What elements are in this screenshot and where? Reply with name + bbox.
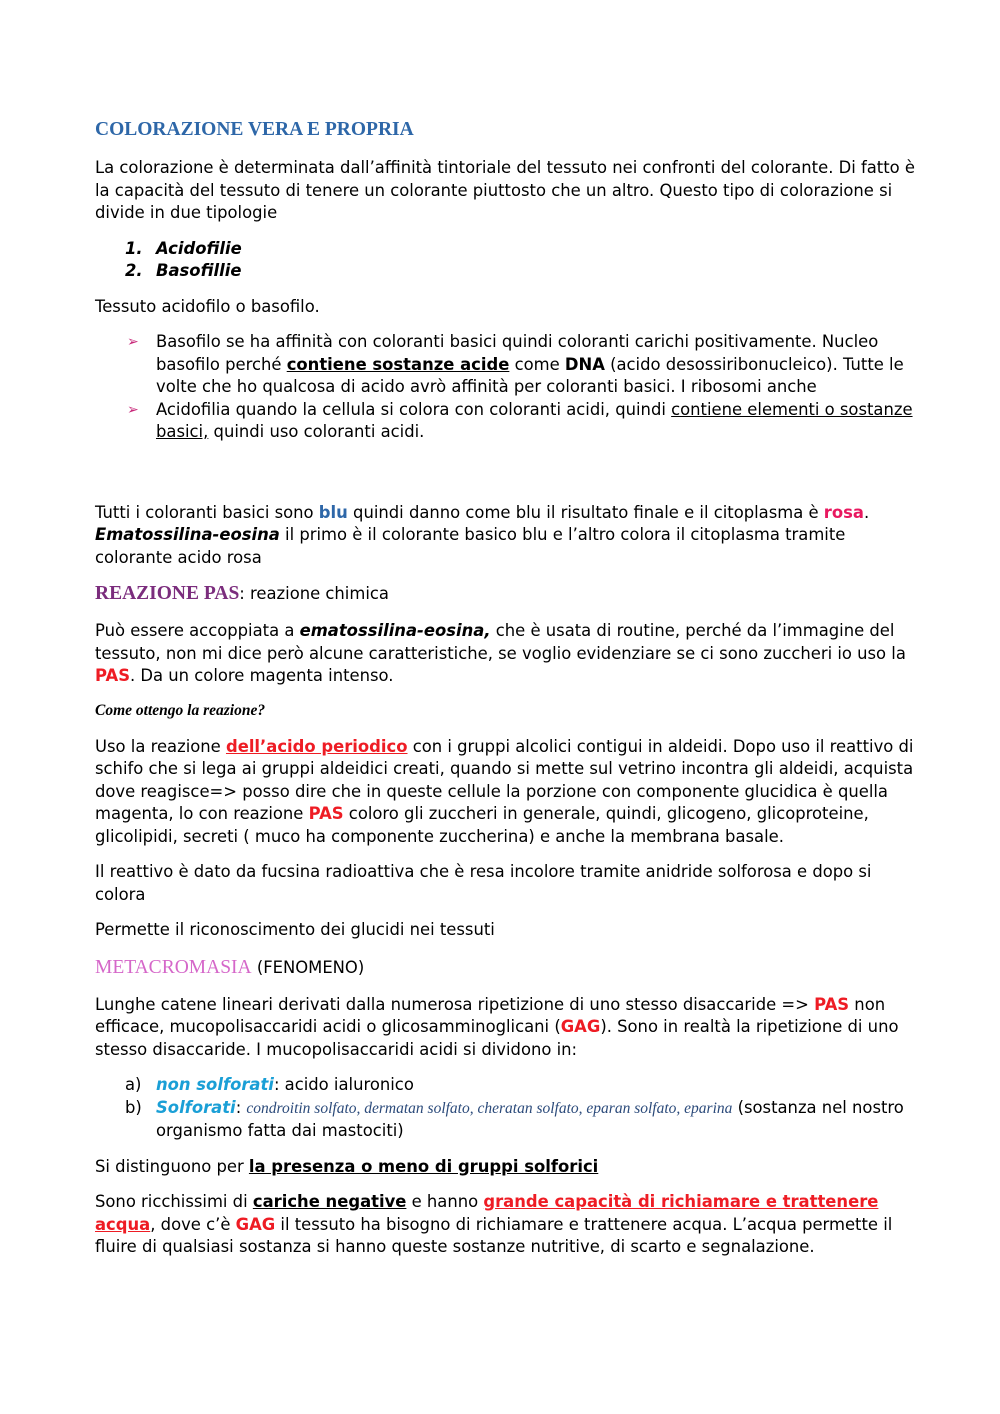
pas-intro-paragraph: Può essere accoppiata a ematossilina-eosina, che è usata di routine, perché da l’immagine del tessuto, non mi dice però alcune caratteristiche, se voglio evidenziare se ci sono zuccheri io uso la PAS. Da un colore magenta intenso. <box>95 621 906 685</box>
cariche-paragraph: Sono ricchissimi di cariche negative e hanno grande capacità di richiamare e trattenere acqua, dove c’è GAG il tessuto ha bisogno di richiamare e trattenere acqua. L’acqua permette il fluire di qualsiasi sostanza si hanno queste sostanze nutritive, di scarto e segnalazione. <box>95 1192 893 1256</box>
pas-heading: REAZIONE PAS: reazione chimica <box>95 583 389 604</box>
list-item-label: Basofillie <box>156 261 242 280</box>
distinguono-paragraph: Si distinguono per la presenza o meno di gruppi solforici <box>95 1156 599 1176</box>
blu-term: blu <box>318 502 348 522</box>
tessuto-line: Tessuto acidofilo o basofilo. <box>95 296 320 316</box>
types-list <box>95 238 915 283</box>
question-subheading: Come ottengo la reazione? <box>95 701 266 719</box>
bullet-item-acidofilia: ➢ Acidofilia quando la cellula si colora con coloranti acidi, quindi contiene elementi o sostanze basici, quindi uso coloranti acidi. <box>127 399 913 441</box>
intro-paragraph: La colorazione è determinata dall’affinità tintoriale del tessuto nei confronti del colorante. Di fatto è la capacità del tessuto di tenere un colorante piuttosto che un altro. Questo tipo di colorazione si divide in due tipologie <box>95 158 915 222</box>
reazione-paragraph: Uso la reazione dell’acido periodico con i gruppi alcolici contigui in aldeidi. Dopo uso il reattivo di schifo che si lega ai gruppi aldeidici creati, quando si mette sul vetrino incontra gli aldeidi, acquista dove reagisce=> posso dire che in queste cellule la porzione con componente glucidica è quella magenta, lo con reazione PAS coloro gli zuccheri in generale, quindi, glicogeno, glicoproteine, glicolipidi, secreti ( muco ha componente zuccherina) e anche la membrana basale. <box>95 736 914 846</box>
list-number: 1. <box>125 238 143 258</box>
list-item-label: Acidofilie <box>156 238 242 258</box>
list-item <box>95 238 915 261</box>
classes-list <box>95 1074 915 1143</box>
section-title: COLORAZIONE VERA E PROPRIA <box>95 119 414 140</box>
underlined-phrase: contiene elementi o sostanze basici, <box>156 399 913 441</box>
underlined-phrase: contiene sostanze acide <box>286 354 510 374</box>
coloranti-paragraph: Tutti i coloranti basici sono blu quindi danno come blu il risultato finale e il citoplasma è rosa. Ematossilina-eosina il primo è il colorante basico blu e l’altro colora il citoplasma tramite colorante acido rosa <box>95 502 870 567</box>
metacromasia-paragraph: Lunghe catene lineari derivati dalla numerosa ripetizione di uno stesso disaccaride => PAS non efficace, mucopolisaccaridi acidi o glicosamminoglicani (GAG). Sono in realtà la ripetizione di uno stesso disaccaride. I mucopolisaccaridi acidi si dividono in: <box>95 994 899 1059</box>
list-item-solforati: b) Solforati: condroitin solfato, dermatan solfato, cheratan solfato, eparan solfato, eparina (sostanza nel nostro organismo fatta dai mastociti) <box>125 1097 904 1140</box>
document-page <box>95 118 915 1259</box>
arrow-bullet-icon: ➢ <box>127 334 139 350</box>
metacromasia-heading: METACROMASIA (FENOMENO) <box>95 956 365 978</box>
riconoscimento-paragraph: Permette il riconoscimento dei glucidi nei tessuti <box>95 920 495 939</box>
bullet-list <box>95 331 915 444</box>
acido-periodico-term: dell’acido periodico <box>225 736 408 756</box>
reattivo-paragraph: Il reattivo è dato da fucsina radioattiva che è resa incolore tramite anidride solforosa e dopo si colora <box>95 862 872 904</box>
dna-term: DNA <box>564 354 605 374</box>
ematossilina-term: Ematossilina-eosina <box>95 525 280 544</box>
rosa-term: rosa <box>823 502 864 522</box>
list-number: 2. <box>125 261 143 280</box>
arrow-bullet-icon: ➢ <box>127 401 139 418</box>
list-item-non-solforati: a) non solforati: acido ialuronico <box>125 1075 414 1094</box>
list-item <box>95 260 915 283</box>
bullet-item-basofilo: ➢ Basofilo se ha affinità con coloranti basici quindi coloranti carichi positivamente. Nucleo basofilo perché contiene sostanze acide come DNA (acido desossiribonucleico). Tutte le volte che ho qualcosa di acido avrò affinità per coloranti basici. I ribosomi anche <box>127 332 904 396</box>
